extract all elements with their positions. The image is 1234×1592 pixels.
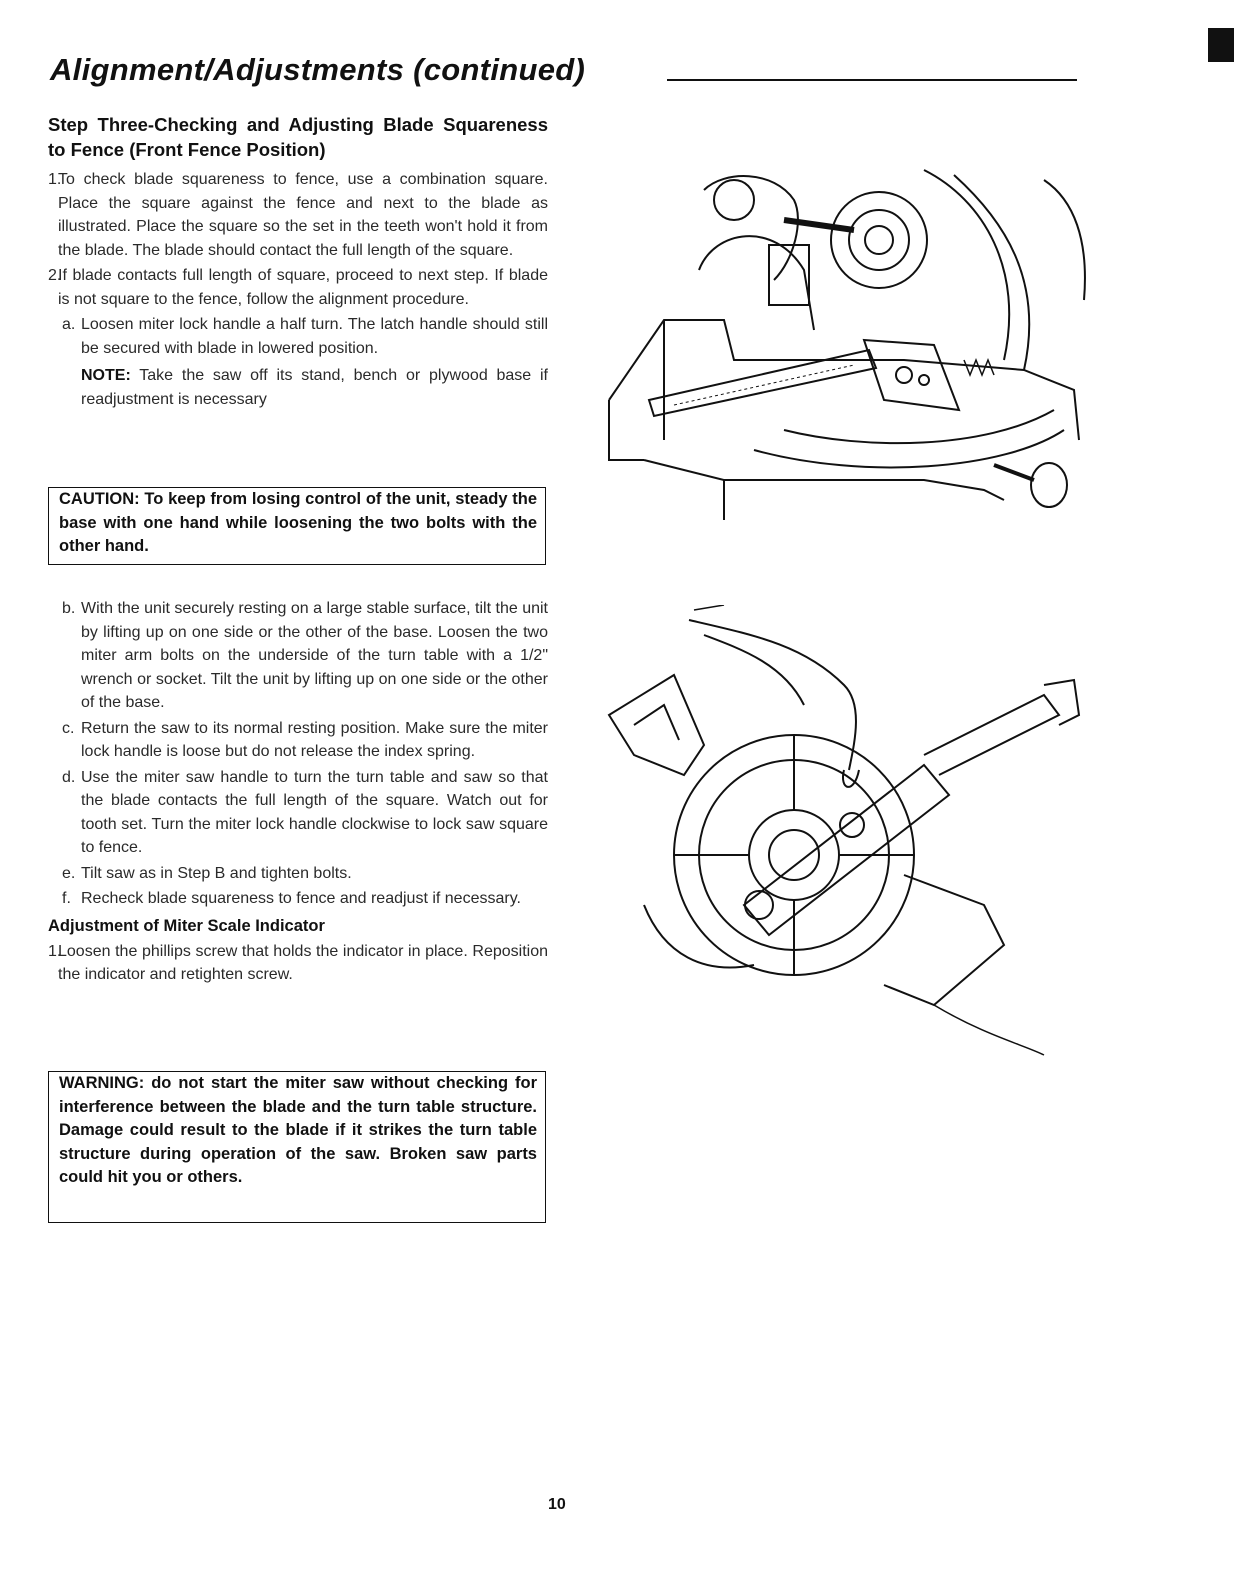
sub-item (48, 887, 548, 911)
list-item-number: 1. (48, 171, 62, 188)
list-item-number: 1. (48, 942, 62, 960)
sub-item (48, 597, 548, 715)
sub-item-text: With the unit securely resting on a large stable surface, tilt the unit by lifting up on one side or the other of the base. Loosen the two miter arm bolts on the underside of the turn table with a 1/2" wrench or socket. Tilt the unit by lifting up on one side or the other of the base. (81, 600, 548, 711)
warning-text: WARNING: do not start the miter saw without checking for interference between the blade and the turn table structure. Damage could result to the blade if it strikes the turn table structure during operation of the saw. Broken saw parts could hit you or others. (59, 1074, 537, 1186)
note-label: NOTE: (81, 367, 131, 384)
sub-item-letter: d. (62, 768, 76, 786)
sub-item-letter: c. (62, 719, 75, 737)
list-item-number: 2. (48, 267, 62, 284)
step-three-heading: Step Three-Checking and Adjusting Blade Squareness to Fence (Front Fence Position) (48, 114, 548, 160)
miter-scale-heading: Adjustment of Miter Scale Indicator (48, 916, 325, 935)
page-number: 10 (548, 1496, 566, 1513)
sub-item-text: Return the saw to its normal resting position. Make sure the miter lock handle is loose but do not release the index spring. (81, 719, 548, 760)
sub-item-letter: e. (62, 864, 76, 882)
sub-item-letter: a. (62, 316, 76, 333)
page-title: Alignment/Adjustments (continued) (50, 52, 586, 87)
caution-text: CAUTION: To keep from losing control of the unit, steady the base with one hand while loosening the two bolts with the other hand. (59, 490, 537, 555)
turntable-underside-illustration (604, 605, 1084, 1065)
step-three-continued-section (48, 597, 548, 989)
caution-box (48, 487, 546, 565)
note-text: Take the saw off its stand, bench or plywood base if readjustment is necessary (81, 367, 548, 408)
list-item-text: Loosen the phillips screw that holds the indicator in place. Reposition the indicator and retighten screw. (58, 942, 548, 983)
sub-item-text: Recheck blade squareness to fence and readjust if necessary. (81, 890, 521, 907)
list-item-text: If blade contacts full length of square, proceed to next step. If blade is not square to the fence, follow the alignment procedure. (58, 267, 548, 308)
page-corner-tab (1208, 28, 1234, 62)
list-item (48, 940, 548, 987)
sub-item-letter: b. (62, 600, 76, 617)
step-three-section (48, 112, 548, 411)
list-item (48, 168, 548, 262)
miter-saw-square-illustration (604, 160, 1094, 530)
list-item (48, 264, 548, 311)
note (48, 364, 548, 411)
sub-item-text: Loosen miter lock handle a half turn. The latch handle should still be secured with blade in lowered position. (81, 316, 548, 357)
sub-item-letter: f. (62, 890, 71, 907)
sub-item-text: Tilt saw as in Step B and tighten bolts. (81, 864, 352, 882)
warning-box (48, 1071, 546, 1223)
sub-item (48, 766, 548, 860)
sub-item (48, 717, 548, 764)
title-rule (667, 79, 1077, 81)
sub-item (48, 313, 548, 360)
sub-item-text: Use the miter saw handle to turn the turn table and saw so that the blade contacts the full length of the square. Watch out for tooth set. Turn the miter lock handle clockwise to lock saw square to fence. (81, 768, 548, 856)
sub-item (48, 862, 548, 886)
list-item-text: To check blade squareness to fence, use a combination square. Place the square against the fence and next to the blade as illustrated. Place the square so the set in the teeth won't hold it from the blade. The blade should contact the full length of the square. (58, 171, 548, 259)
